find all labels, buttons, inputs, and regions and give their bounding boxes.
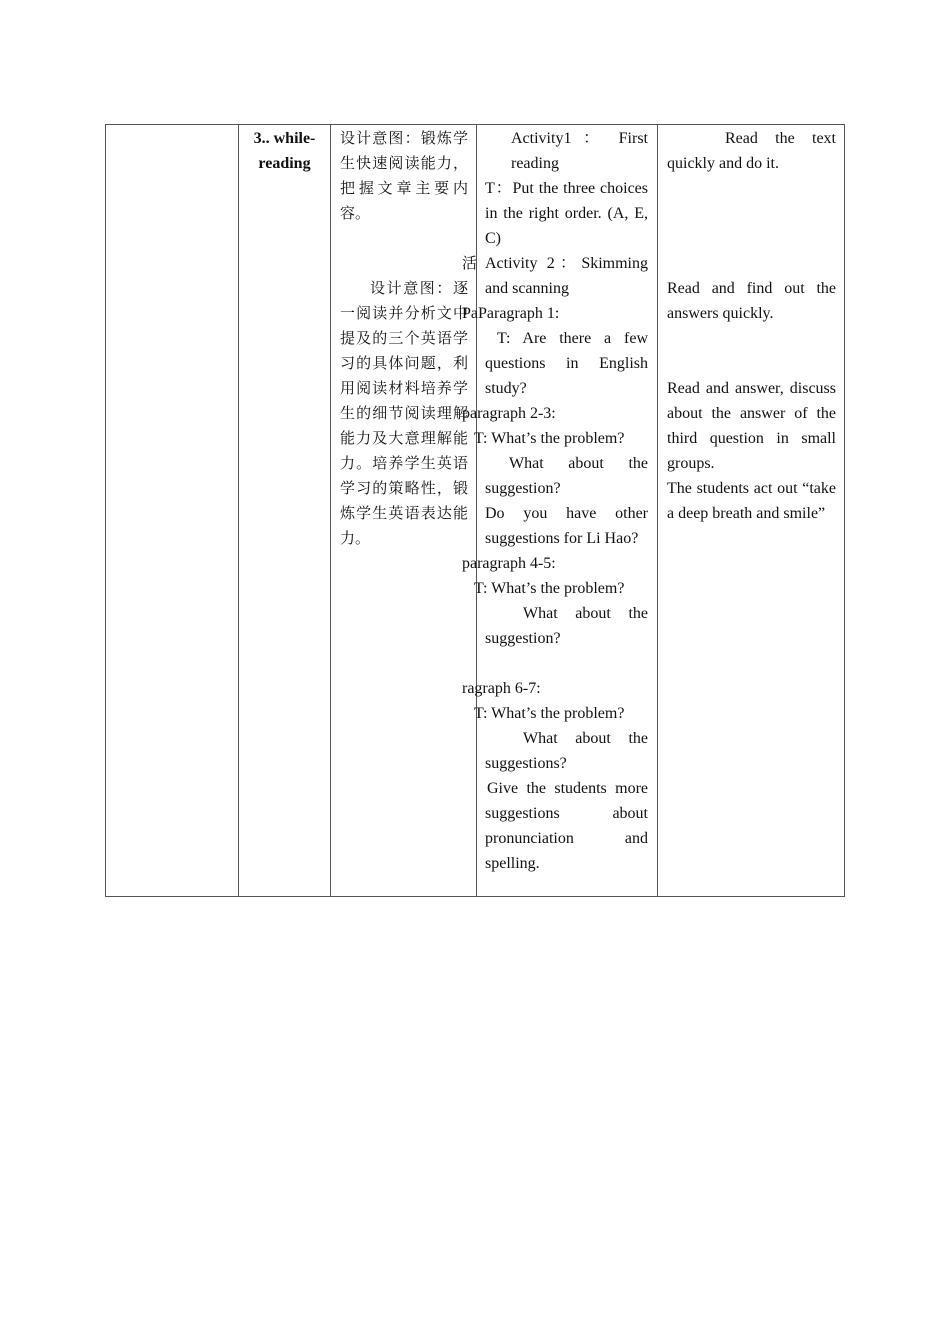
empty-cell: [106, 125, 239, 897]
activity1-task: T：Put the three choices in the right order. (A, E, C): [485, 180, 648, 247]
activity2-line1: Activity 2：Skimming: [485, 255, 648, 272]
paragraph23-heading: paragraph 2-3:: [462, 405, 556, 422]
design-intent-2: 设计意图：逐一阅读并分析文中提及的三个英语学习的具体问题，利用阅读材料培养学生的细节阅读理解能力及大意理解能力。培养学生英语学习的策略性，锻炼学生英语表达能力。: [340, 279, 468, 547]
teacher-activity-cell: [462, 125, 658, 897]
table-row: [106, 125, 845, 897]
paragraph45-q2: What about the suggestion?: [485, 605, 648, 647]
stage-cell: [239, 125, 331, 897]
stage-label: 3.. while-reading: [253, 130, 316, 172]
design-intent-1: 设计意图：锻炼学生快速阅读能力，把握文章主要内容。: [340, 129, 468, 222]
paragraph45-q1: T: What’s the problem?: [474, 580, 625, 597]
paragraph23-q2: What about the suggestion?: [485, 455, 648, 497]
activity1-line1: Activity1 ： First: [511, 130, 648, 147]
paragraph1-question: T: Are there a few questions in English study?: [485, 330, 648, 397]
design-intent-2-prefix: 活: [462, 254, 478, 272]
paragraph67-q3: Give the students more suggestions about pronunciation and spelling.: [485, 780, 648, 872]
activity2-line2: and scanning: [485, 280, 569, 297]
student-activity-1: Read the text quickly and do it.: [667, 130, 836, 172]
paragraph67-heading: ragraph 6-7:: [462, 680, 541, 697]
activity1-line2: reading: [511, 155, 559, 172]
student-activity-4: The students act out “take a deep breath and smile”: [667, 480, 836, 522]
paragraph23-q1: T: What’s the problem?: [474, 430, 625, 447]
paragraph23-q3: Do you have other suggestions for Li Hao?: [485, 505, 648, 547]
design-intent-cell: [331, 125, 477, 897]
paragraph45-heading: paragraph 4-5:: [462, 555, 556, 572]
paragraph67-q1: T: What’s the problem?: [474, 705, 625, 722]
lesson-plan-table: [105, 124, 845, 897]
paragraph1-heading: PaParagraph 1:: [462, 305, 560, 322]
student-activity-cell: [658, 125, 845, 897]
paragraph67-q2: What about the suggestions?: [485, 730, 648, 772]
student-activity-2: Read and find out the answers quickly.: [667, 280, 836, 322]
student-activity-3: Read and answer, discuss about the answer of the third question in small groups.: [667, 380, 836, 472]
